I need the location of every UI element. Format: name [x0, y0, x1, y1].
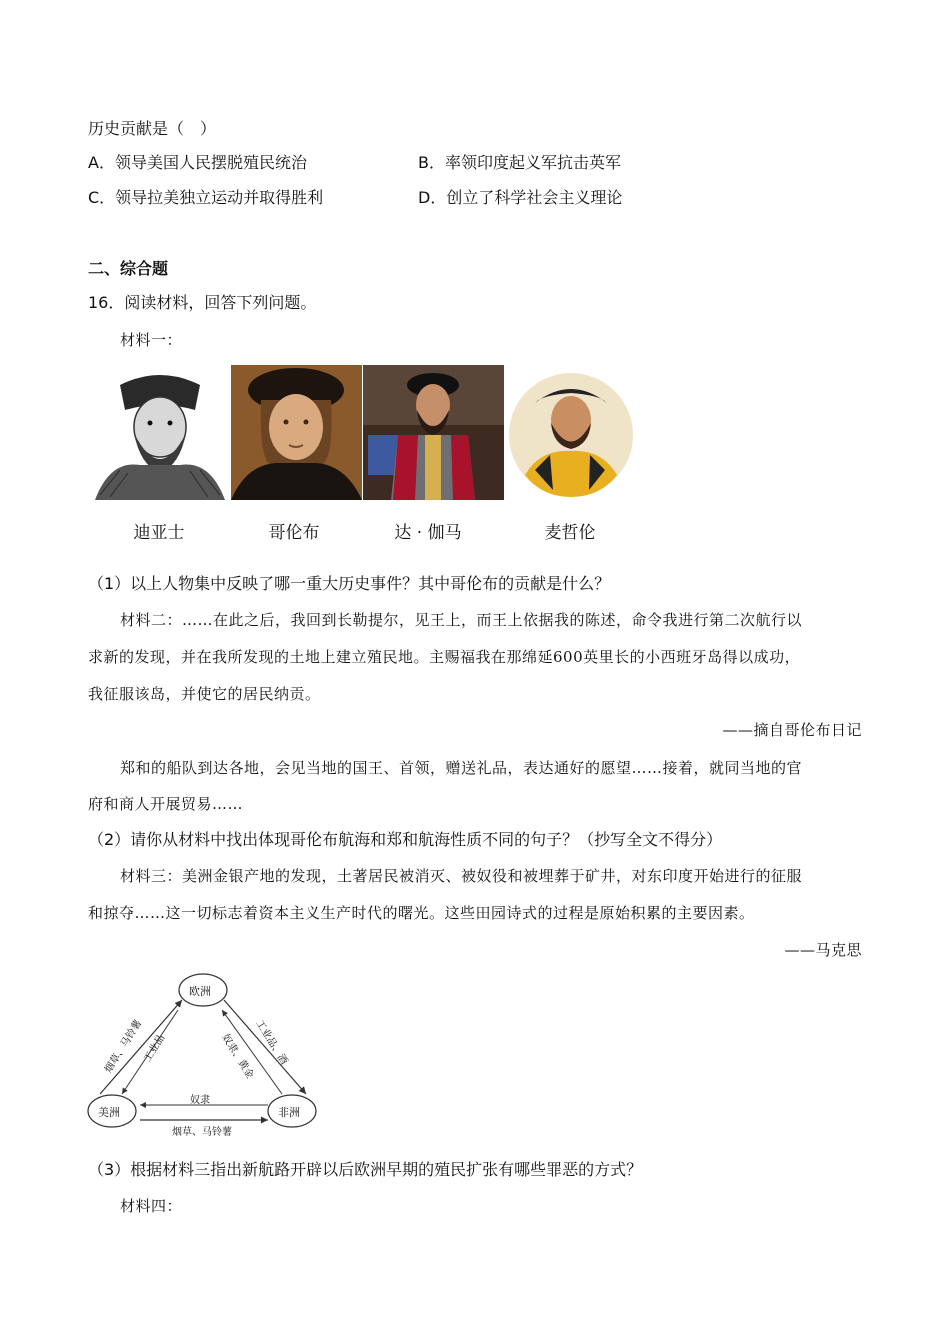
material4-label: 材料四： [120, 1197, 183, 1215]
node-america: 美洲 [98, 1106, 120, 1119]
edge-right-label: 工业品、酒 [253, 1018, 290, 1067]
option-c: C．领导拉美独立运动并取得胜利 [88, 188, 324, 207]
material3-line-1: 材料三：美洲金银产地的发现，土著居民被消灭、被奴役和被埋葬于矿井，对东印度开始进行的征服 [120, 867, 803, 885]
subquestion-1: （1）以上人物集中反映了哪一重大历史事件？其中哥伦布的贡献是什么？ [88, 574, 611, 593]
caption-magellan: 麦哲伦 [544, 523, 596, 543]
option-b: B．率领印度起义军抗击英军 [418, 153, 621, 172]
caption-columbus: 哥伦布 [268, 523, 320, 543]
zhenghe-line-1: 郑和的船队到达各地，会见当地的国王、首领，赠送礼品，表达通好的愿望……接着，就同当地的官 [120, 759, 803, 777]
portrait-columbus [231, 365, 362, 500]
question-stem: 历史贡献是（ ） [88, 119, 217, 138]
material2-line-1: 材料二：……在此之后，我回到长勒提尔，见王上，而王上依据我的陈述，命令我进行第二次航行以 [120, 611, 803, 629]
subquestion-3: （3）根据材料三指出新航路开辟以后欧洲早期的殖民扩张有哪些罪恶的方式？ [88, 1160, 643, 1179]
node-europe: 欧洲 [189, 985, 211, 998]
edge-left-label: 烟草、马铃薯 [103, 1018, 145, 1075]
portrait-dias [90, 365, 230, 500]
edge-right-inner-label: 奴隶、黄金 [219, 1032, 256, 1081]
caption-dias: 迪亚士 [133, 523, 185, 543]
option-d: D．创立了科学社会主义理论 [418, 188, 623, 207]
edge-bottom-top-label: 奴隶 [190, 1095, 210, 1106]
edge-left-inner-label: 工业品 [142, 1032, 168, 1065]
material2-line-3: 我征服该岛，并使它的居民纳贡。 [88, 685, 321, 703]
zhenghe-line-2: 府和商人开展贸易…… [88, 795, 244, 813]
material2-line-2: 求新的发现，并在我所发现的土地上建立殖民地。主赐福我在那绵延600英里长的小西班牙岛得以成功， [88, 648, 801, 666]
edge-bottom-bottom-label: 烟草、马铃薯 [172, 1127, 232, 1138]
node-africa: 非洲 [278, 1106, 300, 1119]
caption-da-gama: 达 · 伽马 [394, 523, 462, 543]
material1-label: 材料一： [120, 331, 183, 349]
portrait-magellan [505, 365, 640, 500]
option-a: A．领导美国人民摆脱殖民统治 [88, 153, 307, 172]
subquestion-2: （2）请你从材料中找出体现哥伦布航海和郑和航海性质不同的句子？（抄写全文不得分） [88, 830, 723, 849]
triangle-trade-diagram [86, 970, 326, 1140]
material2-source: ——摘自哥伦布日记 [722, 721, 862, 739]
material3-line-2: 和掠夺……这一切标志着资本主义生产时代的曙光。这些田园诗式的过程是原始积累的主要因素。 [88, 904, 755, 922]
portrait-da-gama [363, 365, 504, 500]
question16-stem: 16．阅读材料，回答下列问题。 [88, 293, 317, 312]
material3-source: ——马克思 [784, 941, 862, 959]
section-title: 二、综合题 [88, 259, 169, 278]
